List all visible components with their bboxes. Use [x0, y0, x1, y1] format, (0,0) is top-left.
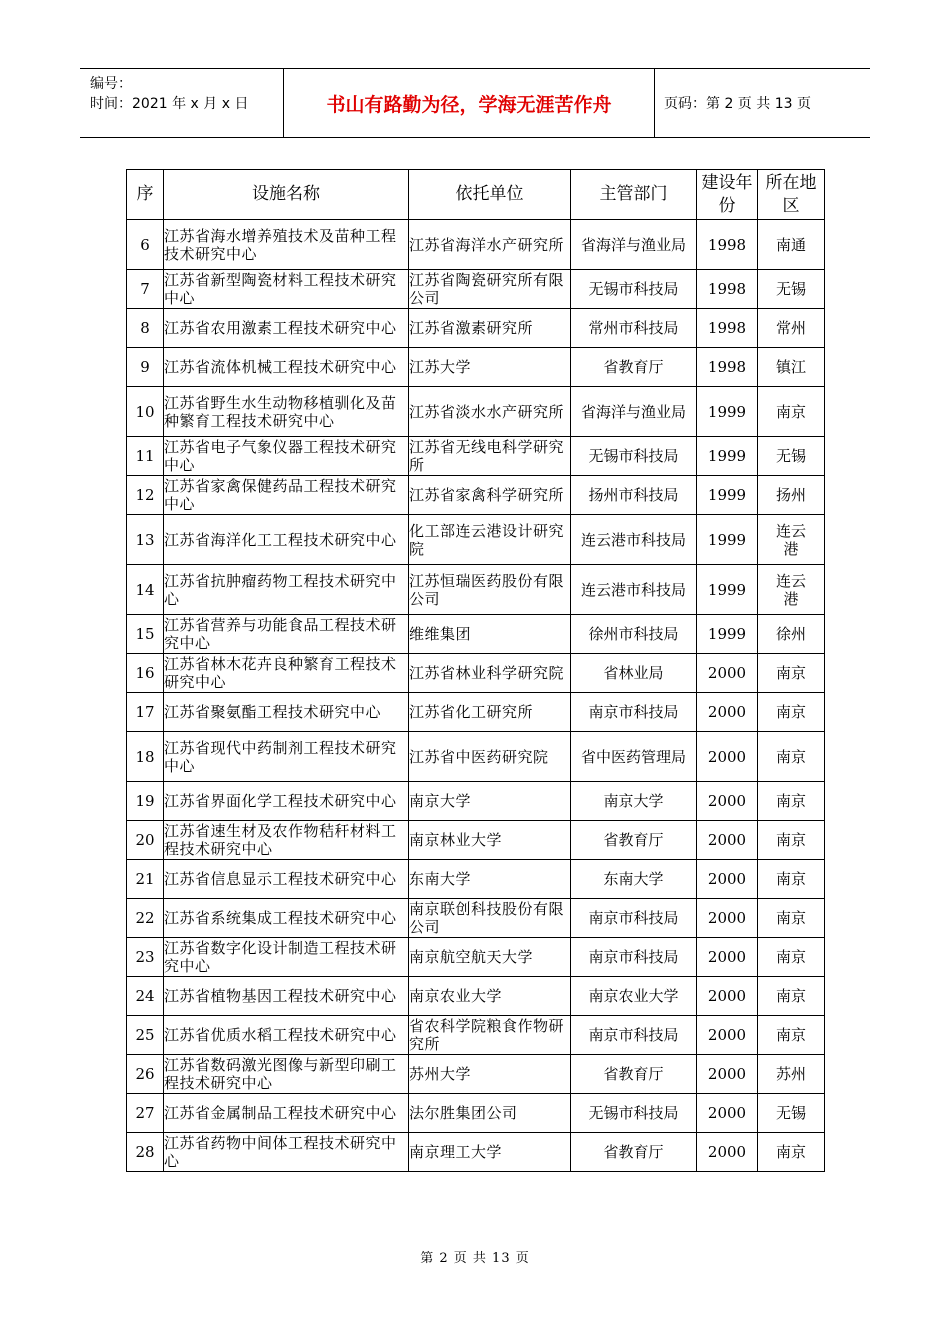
table-row — [127, 1133, 825, 1172]
host-unit: 江苏省淡水水产研究所 — [409, 387, 571, 437]
facility-name: 江苏省速生材及农作物秸秆材料工程技术研究中心 — [164, 821, 409, 860]
row-number: 6 — [127, 220, 164, 270]
table-row — [127, 615, 825, 654]
facilities-table — [126, 169, 825, 1172]
row-number: 26 — [127, 1055, 164, 1094]
host-unit: 江苏省化工研究所 — [409, 693, 571, 732]
row-number: 10 — [127, 387, 164, 437]
supervising-dept: 扬州市科技局 — [571, 476, 697, 515]
facility-name: 江苏省林木花卉良种繁育工程技术研究中心 — [164, 654, 409, 693]
host-unit: 东南大学 — [409, 860, 571, 899]
table-row — [127, 309, 825, 348]
facility-name: 江苏省抗肿瘤药物工程技术研究中心 — [164, 565, 409, 615]
build-year: 2000 — [697, 938, 758, 977]
header-no: 序 — [127, 170, 164, 220]
region: 连云港 — [758, 565, 825, 615]
supervising-dept: 省林业局 — [571, 654, 697, 693]
header-dept: 主管部门 — [571, 170, 697, 220]
host-unit: 江苏省林业科学研究院 — [409, 654, 571, 693]
host-unit: 江苏省陶瓷研究所有限公司 — [409, 270, 571, 309]
host-unit: 江苏省无线电科学研究所 — [409, 437, 571, 476]
region: 镇江 — [758, 348, 825, 387]
region: 南京 — [758, 899, 825, 938]
table-row — [127, 938, 825, 977]
table-row — [127, 515, 825, 565]
build-year: 1999 — [697, 437, 758, 476]
row-number: 28 — [127, 1133, 164, 1172]
region: 南京 — [758, 782, 825, 821]
table-row — [127, 387, 825, 437]
row-number: 19 — [127, 782, 164, 821]
supervising-dept: 东南大学 — [571, 860, 697, 899]
table-row — [127, 654, 825, 693]
table-row — [127, 821, 825, 860]
region: 南京 — [758, 1016, 825, 1055]
supervising-dept: 省教育厅 — [571, 1133, 697, 1172]
build-year: 1999 — [697, 565, 758, 615]
motto-text: 书山有路勤为径，学海无涯苦作舟 — [284, 69, 655, 137]
build-year: 1998 — [697, 270, 758, 309]
table-row — [127, 270, 825, 309]
facility-name: 江苏省海水增养殖技术及苗种工程技术研究中心 — [164, 220, 409, 270]
table-header-row — [127, 170, 825, 220]
facility-name: 江苏省系统集成工程技术研究中心 — [164, 899, 409, 938]
host-unit: 法尔胜集团公司 — [409, 1094, 571, 1133]
table-row — [127, 693, 825, 732]
build-year: 2000 — [697, 1055, 758, 1094]
row-number: 13 — [127, 515, 164, 565]
region: 南京 — [758, 821, 825, 860]
facility-name: 江苏省新型陶瓷材料工程技术研究中心 — [164, 270, 409, 309]
table-row — [127, 476, 825, 515]
supervising-dept: 省中医药管理局 — [571, 732, 697, 782]
supervising-dept: 省教育厅 — [571, 348, 697, 387]
build-year: 1999 — [697, 476, 758, 515]
region: 南京 — [758, 387, 825, 437]
build-year: 2000 — [697, 860, 758, 899]
table-row — [127, 860, 825, 899]
region: 南京 — [758, 860, 825, 899]
supervising-dept: 南京农业大学 — [571, 977, 697, 1016]
region: 南京 — [758, 732, 825, 782]
table-row — [127, 732, 825, 782]
header-area: 所在地区 — [758, 170, 825, 220]
row-number: 22 — [127, 899, 164, 938]
build-year: 1998 — [697, 348, 758, 387]
header-year: 建设年份 — [697, 170, 758, 220]
header-unit: 依托单位 — [409, 170, 571, 220]
table-row — [127, 1055, 825, 1094]
facility-name: 江苏省聚氨酯工程技术研究中心 — [164, 693, 409, 732]
supervising-dept: 省教育厅 — [571, 1055, 697, 1094]
region: 连云港 — [758, 515, 825, 565]
host-unit: 南京理工大学 — [409, 1133, 571, 1172]
build-year: 2000 — [697, 782, 758, 821]
facility-name: 江苏省现代中药制剂工程技术研究中心 — [164, 732, 409, 782]
build-year: 1999 — [697, 387, 758, 437]
region: 南京 — [758, 977, 825, 1016]
facility-name: 江苏省数码激光图像与新型印刷工程技术研究中心 — [164, 1055, 409, 1094]
table-row — [127, 565, 825, 615]
row-number: 17 — [127, 693, 164, 732]
region: 常州 — [758, 309, 825, 348]
facility-name: 江苏省植物基因工程技术研究中心 — [164, 977, 409, 1016]
time-label: 时间：2021 年 x 月 x 日 — [90, 96, 249, 112]
supervising-dept: 省海洋与渔业局 — [571, 387, 697, 437]
row-number: 23 — [127, 938, 164, 977]
facility-name: 江苏省农用激素工程技术研究中心 — [164, 309, 409, 348]
build-year: 2000 — [697, 821, 758, 860]
row-number: 9 — [127, 348, 164, 387]
number-label: 编号： — [90, 76, 132, 92]
table-row — [127, 977, 825, 1016]
host-unit: 江苏省中医药研究院 — [409, 732, 571, 782]
region: 扬州 — [758, 476, 825, 515]
build-year: 2000 — [697, 732, 758, 782]
host-unit: 南京联创科技股份有限公司 — [409, 899, 571, 938]
row-number: 8 — [127, 309, 164, 348]
host-unit: 江苏恒瑞医药股份有限公司 — [409, 565, 571, 615]
region: 南京 — [758, 938, 825, 977]
host-unit: 南京林业大学 — [409, 821, 571, 860]
region: 徐州 — [758, 615, 825, 654]
row-number: 14 — [127, 565, 164, 615]
host-unit: 江苏省家禽科学研究所 — [409, 476, 571, 515]
row-number: 11 — [127, 437, 164, 476]
facility-name: 江苏省数字化设计制造工程技术研究中心 — [164, 938, 409, 977]
table-row — [127, 220, 825, 270]
build-year: 2000 — [697, 977, 758, 1016]
facility-name: 江苏省营养与功能食品工程技术研究中心 — [164, 615, 409, 654]
build-year: 1998 — [697, 309, 758, 348]
facility-name: 江苏省流体机械工程技术研究中心 — [164, 348, 409, 387]
row-number: 18 — [127, 732, 164, 782]
host-unit: 南京大学 — [409, 782, 571, 821]
region: 南京 — [758, 654, 825, 693]
page-footer: 第 2 页 共 13 页 — [420, 1251, 530, 1266]
table-row — [127, 437, 825, 476]
row-number: 20 — [127, 821, 164, 860]
build-year: 1999 — [697, 615, 758, 654]
supervising-dept: 无锡市科技局 — [571, 270, 697, 309]
facility-name: 江苏省电子气象仪器工程技术研究中心 — [164, 437, 409, 476]
row-number: 16 — [127, 654, 164, 693]
header-name: 设施名称 — [164, 170, 409, 220]
region: 无锡 — [758, 437, 825, 476]
build-year: 2000 — [697, 899, 758, 938]
row-number: 21 — [127, 860, 164, 899]
region: 无锡 — [758, 1094, 825, 1133]
supervising-dept: 南京市科技局 — [571, 1016, 697, 1055]
build-year: 1998 — [697, 220, 758, 270]
supervising-dept: 南京大学 — [571, 782, 697, 821]
supervising-dept: 南京市科技局 — [571, 693, 697, 732]
build-year: 2000 — [697, 654, 758, 693]
supervising-dept: 连云港市科技局 — [571, 515, 697, 565]
region: 苏州 — [758, 1055, 825, 1094]
supervising-dept: 无锡市科技局 — [571, 1094, 697, 1133]
supervising-dept: 省海洋与渔业局 — [571, 220, 697, 270]
host-unit: 江苏大学 — [409, 348, 571, 387]
row-number: 7 — [127, 270, 164, 309]
table-row — [127, 899, 825, 938]
build-year: 2000 — [697, 1133, 758, 1172]
facility-name: 江苏省金属制品工程技术研究中心 — [164, 1094, 409, 1133]
region: 南京 — [758, 1133, 825, 1172]
build-year: 2000 — [697, 693, 758, 732]
facility-name: 江苏省海洋化工工程技术研究中心 — [164, 515, 409, 565]
host-unit: 苏州大学 — [409, 1055, 571, 1094]
page-info: 页码：第 2 页 共 13 页 — [664, 96, 811, 112]
host-unit: 江苏省海洋水产研究所 — [409, 220, 571, 270]
table-row — [127, 1094, 825, 1133]
supervising-dept: 南京市科技局 — [571, 899, 697, 938]
facility-name: 江苏省药物中间体工程技术研究中心 — [164, 1133, 409, 1172]
table-row — [127, 348, 825, 387]
facility-name: 江苏省优质水稻工程技术研究中心 — [164, 1016, 409, 1055]
region: 南通 — [758, 220, 825, 270]
supervising-dept: 常州市科技局 — [571, 309, 697, 348]
row-number: 25 — [127, 1016, 164, 1055]
row-number: 12 — [127, 476, 164, 515]
page-header — [80, 68, 870, 138]
table-row — [127, 782, 825, 821]
header-meta — [80, 69, 284, 137]
host-unit: 省农科学院粮食作物研究所 — [409, 1016, 571, 1055]
supervising-dept: 连云港市科技局 — [571, 565, 697, 615]
facility-name: 江苏省信息显示工程技术研究中心 — [164, 860, 409, 899]
supervising-dept: 南京市科技局 — [571, 938, 697, 977]
row-number: 24 — [127, 977, 164, 1016]
facility-name: 江苏省野生水生动物移植驯化及苗种繁育工程技术研究中心 — [164, 387, 409, 437]
supervising-dept: 徐州市科技局 — [571, 615, 697, 654]
region: 南京 — [758, 693, 825, 732]
host-unit: 化工部连云港设计研究院 — [409, 515, 571, 565]
row-number: 27 — [127, 1094, 164, 1133]
host-unit: 维维集团 — [409, 615, 571, 654]
build-year: 2000 — [697, 1094, 758, 1133]
supervising-dept: 无锡市科技局 — [571, 437, 697, 476]
region: 无锡 — [758, 270, 825, 309]
build-year: 2000 — [697, 1016, 758, 1055]
facility-name: 江苏省界面化学工程技术研究中心 — [164, 782, 409, 821]
build-year: 1999 — [697, 515, 758, 565]
host-unit: 江苏省激素研究所 — [409, 309, 571, 348]
table-row — [127, 1016, 825, 1055]
host-unit: 南京农业大学 — [409, 977, 571, 1016]
host-unit: 南京航空航天大学 — [409, 938, 571, 977]
supervising-dept: 省教育厅 — [571, 821, 697, 860]
row-number: 15 — [127, 615, 164, 654]
facility-name: 江苏省家禽保健药品工程技术研究中心 — [164, 476, 409, 515]
